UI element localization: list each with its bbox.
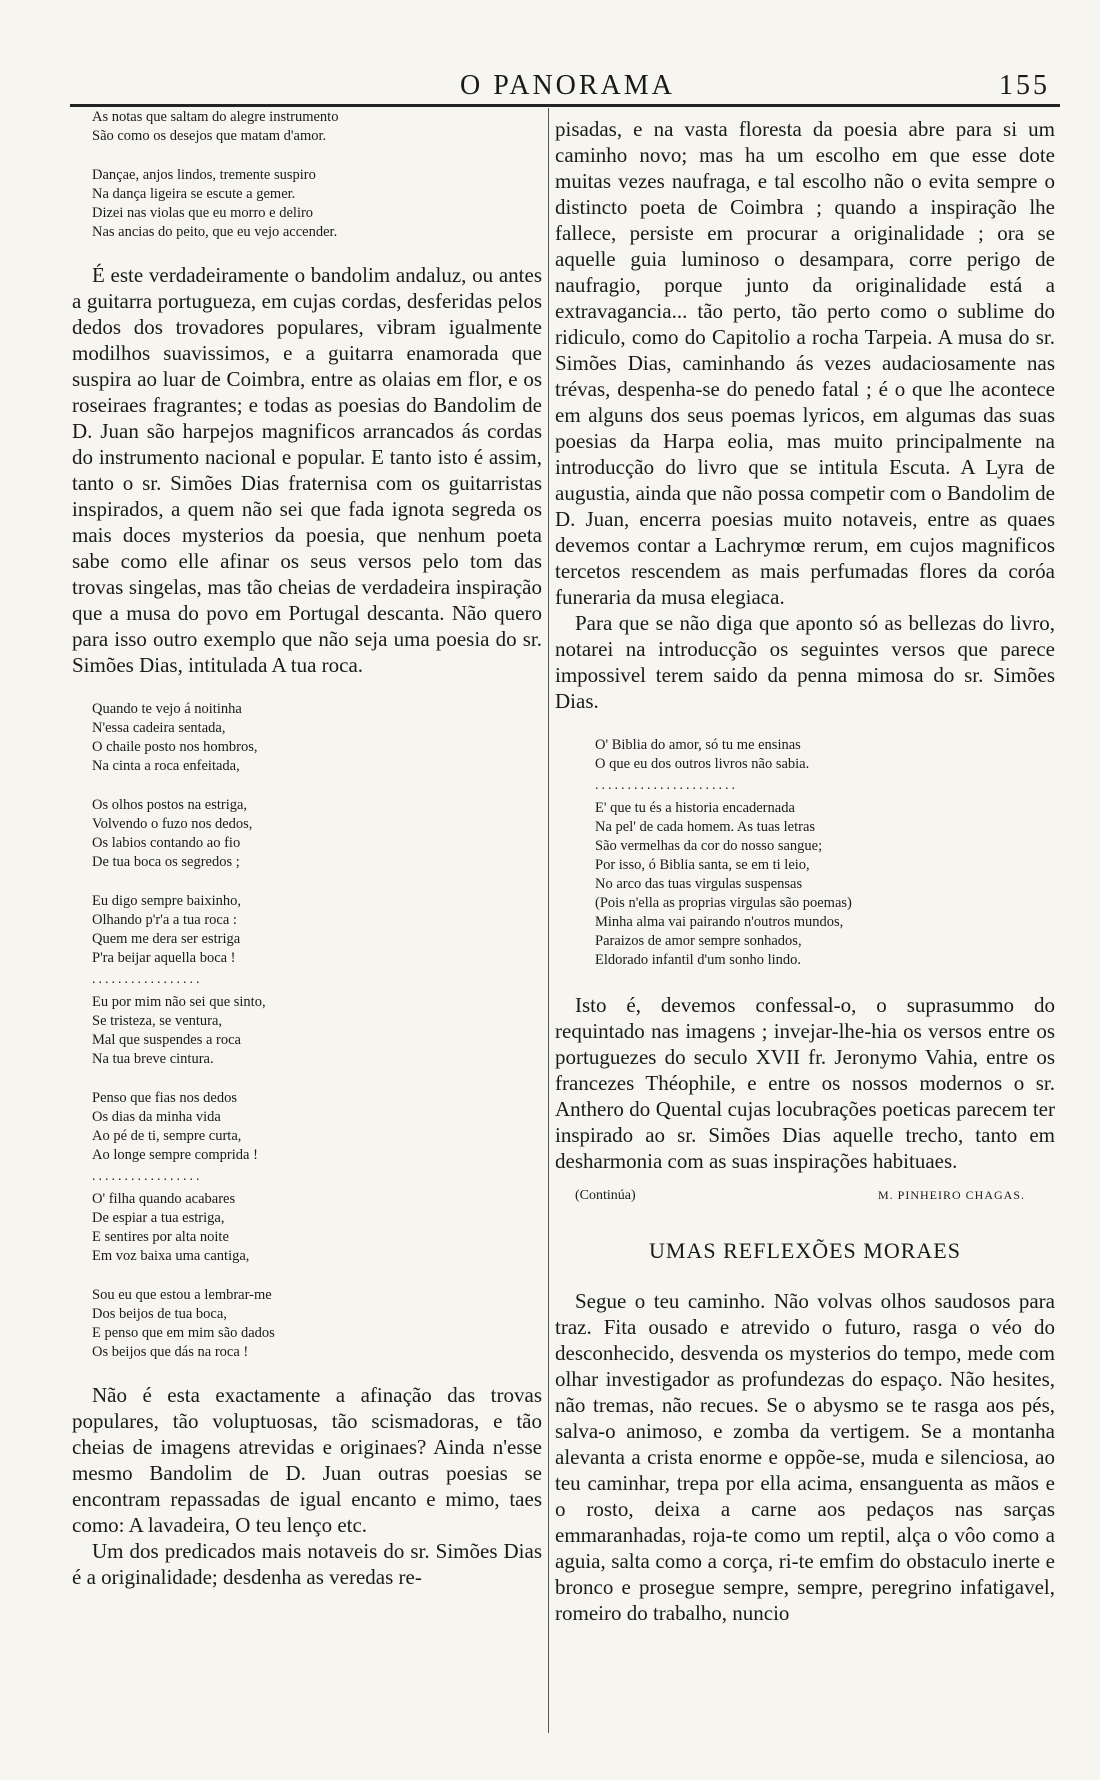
continua-note: (Continúa) (575, 1188, 636, 1203)
verse-line: Dançae, anjos lindos, tremente suspiro (92, 167, 316, 183)
author-signature: M. PINHEIRO CHAGAS. (877, 1188, 1025, 1202)
stanza (92, 166, 542, 242)
verse-line: Os labios contando ao fio (92, 835, 241, 851)
verse-line: N'essa cadeira sentada, (92, 720, 226, 736)
verse-line: Volvendo o fuzo nos dedos, (92, 816, 253, 832)
verse-line: As notas que saltam do alegre instrumento (92, 109, 339, 125)
stanza (92, 1089, 542, 1165)
verse-line: Dos beijos de tua boca, (92, 1306, 227, 1322)
verse-line: E' que tu és a historia encadernada (595, 800, 795, 816)
verse-line: Em voz baixa uma cantiga, (92, 1248, 250, 1264)
verse-line: Minha alma vai pairando n'outros mundos, (595, 914, 844, 930)
verse-line: (Pois n'ella as proprias virgulas são poemas) (595, 895, 852, 911)
verse-line: P'ra beijar aquella boca ! (92, 950, 236, 966)
verse-line: Penso que fias nos dedos (92, 1090, 237, 1106)
verse-line: O que eu dos outros livros não sabia. (595, 756, 810, 772)
verse-line: No arco das tuas virgulas suspensas (595, 876, 803, 892)
poem-a-tua-roca (92, 700, 542, 1362)
verse-line: De espiar a tua estriga, (92, 1210, 225, 1226)
verse-line: E sentires por alta noite (92, 1229, 229, 1245)
section-title: UMAS REFLEXÕES MORAES (649, 1238, 961, 1263)
journal-title: O PANORAMA (460, 70, 675, 101)
verse-line: Nas ancias do peito, que eu vejo accender. (92, 224, 338, 240)
stanza (92, 1286, 542, 1362)
verse-line: Eu digo sempre baixinho, (92, 893, 242, 909)
verse-line: O' filha quando acabares (92, 1191, 236, 1207)
verse-block (595, 736, 1055, 970)
verse-line: Dizei nas violas que eu morro e deliro (92, 205, 314, 221)
verse-line: Quando te vejo á noitinha (92, 701, 242, 717)
verse-line: Na pel' de cada homem. As tuas letras (595, 819, 816, 835)
verse-block (92, 108, 542, 242)
verse-line: Na cinta a roca enfeitada, (92, 758, 240, 774)
page-header (70, 58, 1060, 101)
paragraph: Um dos predicados mais notaveis do sr. Simões Dias é a originalidade; desdenha as veredas re- (72, 1539, 542, 1589)
verse-line: São vermelhas da cor do nosso sangue; (595, 838, 823, 854)
verse-line: São como os desejos que matam d'amor. (92, 128, 327, 144)
paragraph: Não é esta exactamente a afinação das trovas populares, tão voluptuosas, tão scismadoras, e tão cheias de imagens atrevidas e originaes? Ainda n'esse mesmo Bandolim de D. Juan outras poesias se encontram repassadas de igual encanto e mimo, taes como: A lavadeira, O teu lenço etc. (72, 1383, 542, 1537)
ellipsis-separator: ................. (92, 1169, 203, 1184)
verse-line: Se tristeza, se ventura, (92, 1013, 223, 1029)
verse-line: Por isso, ó Biblia santa, se em ti leio, (595, 857, 810, 873)
paragraph: É este verdadeiramente o bandolim andaluz, ou antes a guitarra portugueza, em cujas cordas, desferidas pelos dedos dos trovadores populares, vibram igualmente modilhos suavissimos, e a guitarra enamorada que suspira ao luar de Coimbra, entre as olaias em flor, e os roseiraes fragrantes; e todas as poesias do Bandolim de D. Juan são harpejos magnificos arrancados ás cordas do instrumento nacional e popular. E tanto isto é assim, tanto o sr. Simões Dias fraternisa com os guitarristas inspirados, a quem não sei que fada ignota segreda os mais doces mysterios da poesia, que nenhum poeta sabe como elle afinar os seus versos pelo tom das trovas singelas, mas tão cheias de verdadeira inspiração que a musa do povo em Portugal descanta. Não quero para isso outro exemplo que não seja uma poesia do sr. Simões Dias, intitulada A tua roca. (72, 263, 542, 677)
stanza (92, 892, 542, 968)
signature-row (575, 1188, 1055, 1204)
stanza (92, 108, 542, 146)
stanza (92, 796, 542, 872)
verse-line: Sou eu que estou a lembrar-me (92, 1287, 272, 1303)
verse-line: Olhando p'r'a a tua roca : (92, 912, 237, 928)
column-divider (548, 108, 549, 1733)
header-rule (70, 104, 1060, 107)
verse-line: Os dias da minha vida (92, 1109, 221, 1125)
verse-line: E penso que em mim são dados (92, 1325, 275, 1341)
page-number: 155 (999, 70, 1050, 101)
verse-line: Eu por mim não sei que sinto, (92, 994, 266, 1010)
verse-line: O' Biblia do amor, só tu me ensinas (595, 737, 801, 753)
ellipsis-separator: ................. (92, 972, 203, 987)
stanza (92, 1190, 542, 1266)
left-column (72, 110, 542, 1590)
paragraph: pisadas, e na vasta floresta da poesia abre para si um caminho novo; mas ha um escolho em que esse dote muitas vezes naufraga, e tal escolho não o evita sempre o distincto poeta de Coimbra ; quando a inspiração lhe fallece, persiste em procurar a originalidade ; ora se aquelle guia luminoso o desampara, corre perigo de naufragio, porque junto da originalidade está a extravagancia... tão perto, tão perto como o sublime do ridiculo, como do Capitolio a rocha Tarpeia. A musa do sr. Simões Dias, caminhando ás vezes audaciosamente nas trévas, despenha-se do penedo fatal ; é o que lhe acontece em alguns dos seus poemas lyricos, em algumas das suas poesias da Harpa eolia, mas muito principalmente na introducção do livro que se intitula Escuta. A Lyra de augustia, ainda que não possa competir com o Bandolim de D. Juan, encerra poesias muito notaveis, entre as quaes devemos contar a Lachrymœ rerum, em cujos magnificos tercetos rescendem as mais perfumadas flores da coróa funeraria da musa elegiaca. (555, 117, 1055, 609)
paragraph: Para que se não diga que aponto só as bellezas do livro, notarei na introducção os seguintes versos que parece impossivel terem saido da penna mimosa do sr. Simões Dias. (555, 611, 1055, 713)
verse-line: Paraizos de amor sempre sonhados, (595, 933, 802, 949)
right-column (555, 110, 1055, 1626)
paragraph: Segue o teu caminho. Não volvas olhos saudosos para traz. Fita ousado e atrevido o futuro, rasga o véo do desconhecido, desvenda os mysterios do tempo, mede com olhar investigador as profundezas do espaço. Não hesites, não tremas, não recues. Se o abysmo se te rasga aos pés, salva-o animoso, e zomba da vertigem. Se a montanha alevanta a crista enorme e oppõe-se, muda e silenciosa, ao teu caminhar, trepa por ella acima, ensanguenta as mãos e o rosto, deixa a carne aos pedaços nas sarças emmaranhadas, roja-te como um reptil, alça o vôo como a aguia, salta como a corça, ri-te emfim do obstaculo inerte e bronco e prosegue sempre, sempre, peregrino infatigavel, romeiro do trabalho, nuncio (555, 1289, 1055, 1625)
verse-line: Na dança ligeira se escute a gemer. (92, 186, 296, 202)
verse-line: Eldorado infantil d'um sonho lindo. (595, 952, 801, 968)
stanza (92, 993, 542, 1069)
verse-line: O chaile posto nos hombros, (92, 739, 258, 755)
paragraph: Isto é, devemos confessal-o, o suprasummo do requintado nas imagens ; invejar-lhe-hia os versos entre os portuguezes do seculo XVII fr. Jeronymo Vahia, entre os francezes Théophile, e entre os nossos modernos o sr. Anthero do Quental cujas locubrações poeticas parecem ter inspirado ao sr. Simões Dias aquelle trecho, tanto em desharmonia com as suas inspirações habituaes. (555, 993, 1055, 1173)
ellipsis-separator: ...................... (595, 778, 738, 793)
verse-line: Os beijos que dás na roca ! (92, 1344, 249, 1360)
verse-line: Ao pé de ti, sempre curta, (92, 1128, 242, 1144)
verse-line: De tua boca os segredos ; (92, 854, 240, 870)
stanza (92, 700, 542, 776)
verse-line: Ao longe sempre comprida ! (92, 1147, 258, 1163)
verse-line: Mal que suspendes a roca (92, 1032, 241, 1048)
verse-line: Na tua breve cintura. (92, 1051, 214, 1067)
verse-line: Os olhos postos na estriga, (92, 797, 248, 813)
verse-line: Quem me dera ser estriga (92, 931, 241, 947)
